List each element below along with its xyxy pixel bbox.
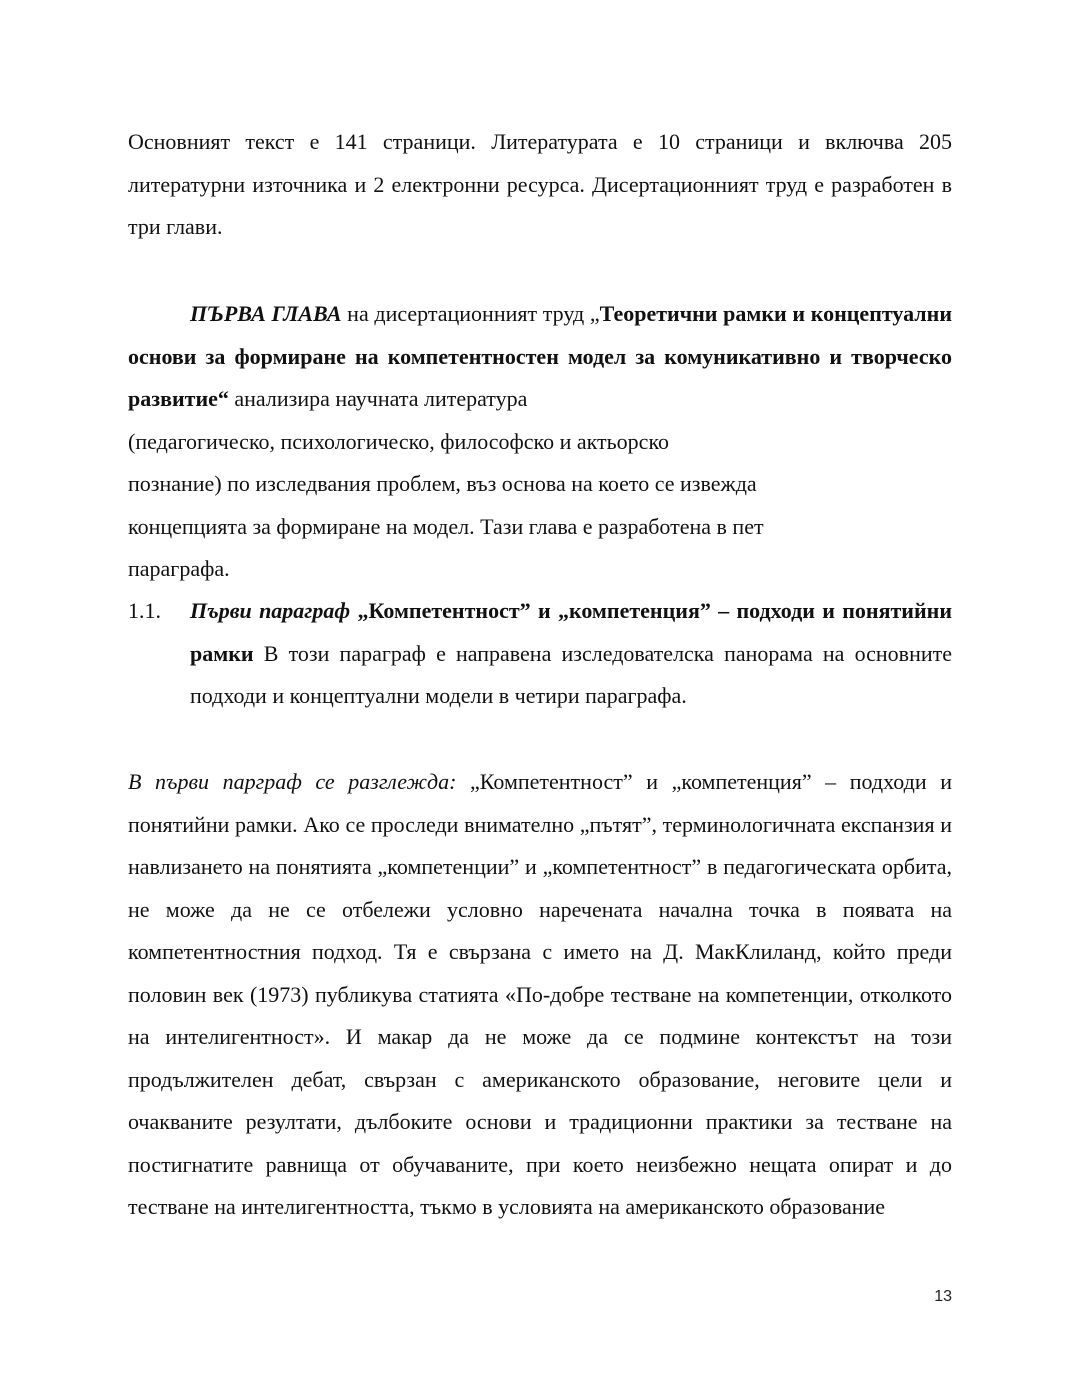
paragraph-lead: В първи парграф се разглежда: — [128, 769, 457, 794]
chapter-desc-line-7: параграфа. — [128, 556, 230, 581]
list-item-title: „Компетентност” и „компетенция” – подходи и понятийни рамки — [190, 598, 953, 666]
first-paragraph-discussion — [128, 761, 952, 1229]
chapter-desc-line-4: (педагогическо, психологическо, философско и актьорско — [128, 428, 670, 454]
list-item-body — [190, 590, 952, 718]
list-item-text: В този параграф е направена изследователска панорама на основните подходи и концептуални модели в четири параграфа. — [190, 640, 952, 708]
chapter-intro-lines — [128, 293, 952, 421]
chapter-title: Теоретични рамки и концептуални основи за формиране на компетентностен модел за комуникативно и творческо развитие“ — [128, 301, 952, 411]
chapter-desc-line-5: познание) по изследвания проблем, въз основа на което се извежда — [128, 471, 757, 496]
list-item-1-1 — [128, 590, 952, 718]
intro-text: Основният текст е 141 страници. Литературата е 10 страници и включва 205 литературни източника и 2 електронни ресурса. Дисертационният труд е разработен в три глави. — [128, 129, 952, 239]
list-number: 1.1. — [128, 598, 161, 623]
chapter-connector: на дисертационният труд „ — [341, 301, 600, 326]
list-item-label: Първи параграф — [190, 598, 351, 623]
chapter-label: ПЪРВА ГЛАВА — [190, 301, 342, 326]
chapter-desc-line-6: концепцията за формиране на модел. Тази глава е разработена в пет — [128, 513, 764, 539]
page-number: 13 — [934, 1288, 952, 1305]
chapter-desc-start: анализира научната литература — [228, 386, 528, 411]
paragraph-text: „Компетентност” и „компетенция” – подходи и понятийни рамки. Ако се проследи внимателно „пътят”, терминологичната експанзия и навлизането на понятията „компетенции” и „компетентност” в педагогическата орбита, не може да не се отбележи условно наречената начална точка в появата на компетентностния подход. Тя е свързана с името на Д. МакКлиланд, който преди половин век (1973) публикува статията «По-добре тестване на компетенции, отколкото на интелигентност». И макар да не може да се подмине контекстът на този продължителен дебат, свързан с американското образование, неговите цели и очакваните резултати, дълбоките основи и традиционни практики за тестване на постигнатите равнища от обучаваните, при което неизбежно нещата опират и до тестване на интелигентността, тъкмо в условията на американското образование — [128, 769, 952, 1219]
intro-paragraph — [128, 121, 952, 249]
chapter-one-paragraph — [128, 293, 952, 591]
